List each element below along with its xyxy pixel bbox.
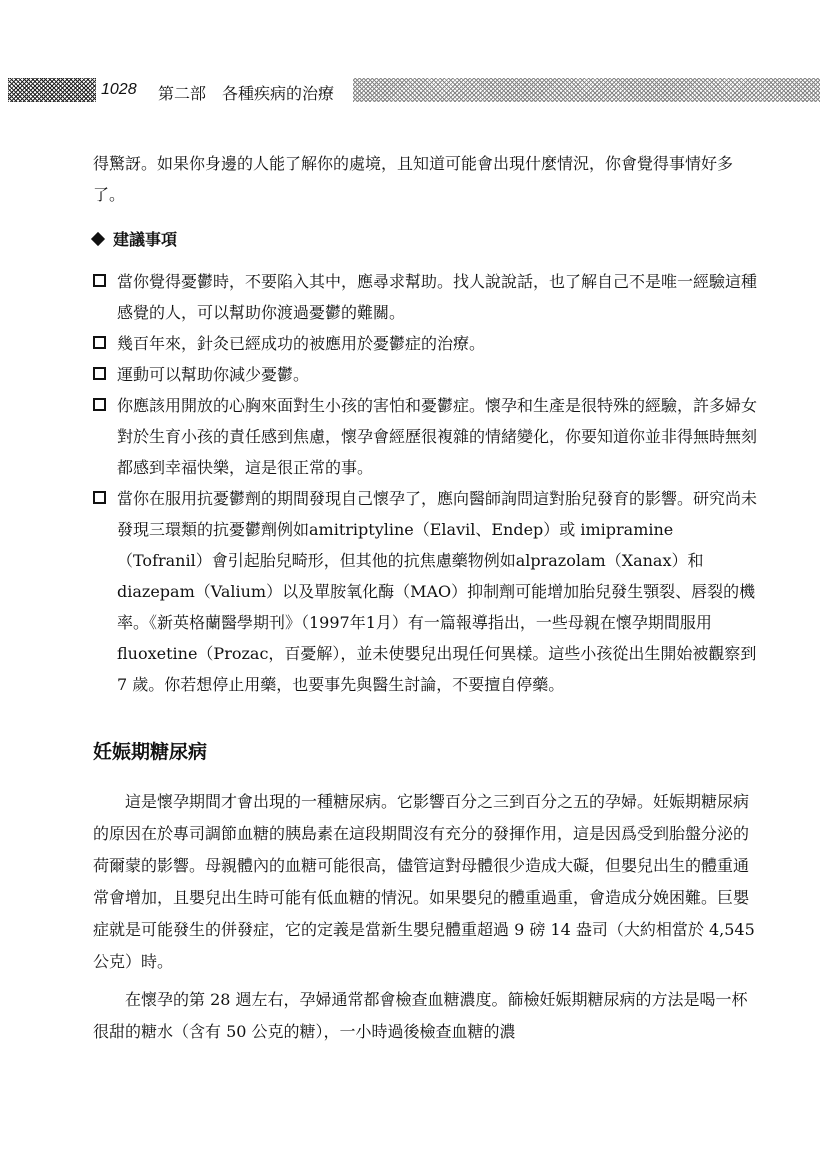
checkbox-icon xyxy=(93,367,106,380)
list-item-text: 當你覺得憂鬱時，不要陷入其中，應尋求幫助。找人說說話，也了解自己不是唯一經驗這種感覺的人，可以幫助你渡過憂鬱的難關。 xyxy=(117,272,758,322)
section-paragraph: 這是懷孕期間才會出現的一種糖尿病。它影響百分之三到百分之五的孕婦。妊娠期糖尿病的原因在於專司調節血糖的胰島素在這段期間沒有充分的發揮作用，這是因爲受到胎盤分泌的荷爾蒙的影響。母親體內的血糖可能很高，儘管這對母體很少造成大礙，但嬰兒出生的體重通常會增加，且嬰兒出生時可能有低血糖的情況。如果嬰兒的體重過重，會造成分娩困難。巨嬰症就是可能發生的併發症，它的定義是當新生嬰兒體重超過 9 磅 14 盎司（大約相當於 4,545 公克）時。 xyxy=(93,792,755,971)
list-item-text: 幾百年來，針灸已經成功的被應用於憂鬱症的治療。 xyxy=(117,334,486,353)
checkbox-icon xyxy=(93,491,106,504)
section-paragraph: 在懷孕的第 28 週左右，孕婦通常都會檢查血糖濃度。篩檢妊娠期糖尿病的方法是喝一杯很甜的糖水（含有 50 公克的糖），一小時過後檢查血糖的濃 xyxy=(93,990,748,1041)
header-pattern-left xyxy=(8,78,96,102)
advice-heading-text: 建議事項 xyxy=(113,230,178,249)
list-item-text: 運動可以幫助你減少憂鬱。 xyxy=(117,365,310,384)
list-item xyxy=(93,359,758,390)
advice-list xyxy=(93,266,758,700)
checkbox-icon xyxy=(93,336,106,349)
section-title: 妊娠期糖尿病 xyxy=(93,741,208,763)
checkbox-icon xyxy=(93,274,106,287)
list-item-text: 當你在服用抗憂鬱劑的期間發現自己懷孕了，應向醫師詢問這對胎兒發育的影響。研究尚未發現三環類的抗憂鬱劑例如amitriptyline（Elavil、Endep）或 imipramine（Tofranil）會引起胎兒畸形，但其他的抗焦慮藥物例如alprazolam（Xanax）和 diazepam（Valium）以及單胺氧化酶（MAO）抑制劑可能增加胎兒發生顎裂、唇裂的機率。《新英格蘭醫學期刊》（1997年1月）有一篇報導指出，一些母親在懷孕期間服用 fluoxetine（Prozac，百憂解），並未使嬰兒出現任何異樣。這些小孩從出生開始被觀察到 7 歲。你若想停止用藥，也要事先與醫生討論，不要擅自停藥。 xyxy=(117,489,758,694)
list-item xyxy=(93,328,758,359)
list-item xyxy=(93,390,758,483)
list-item xyxy=(93,483,758,700)
header-pattern-right xyxy=(353,78,820,102)
advice-heading xyxy=(93,227,177,250)
checkbox-icon xyxy=(93,398,106,411)
intro-paragraph-text: 得驚訝。如果你身邊的人能了解你的處境，且知道可能會出現什麼情況，你會覺得事情好多了。 xyxy=(93,154,734,204)
list-item-text: 你應該用開放的心胸來面對生小孩的害怕和憂鬱症。懷孕和生產是很特殊的經驗，許多婦女對於生育小孩的責任感到焦慮，懷孕會經歷很複雜的情緒變化，你要知道你並非得無時無刻都感到幸福快樂，這是很正常的事。 xyxy=(117,396,758,477)
running-title: 第二部 各種疾病的治療 xyxy=(158,84,335,103)
list-item xyxy=(93,266,758,328)
diamond-bullet-icon xyxy=(91,232,105,246)
page-number: 1028 xyxy=(101,81,137,98)
running-header xyxy=(8,76,820,108)
section-body xyxy=(93,786,755,1048)
intro-paragraph xyxy=(93,148,753,210)
